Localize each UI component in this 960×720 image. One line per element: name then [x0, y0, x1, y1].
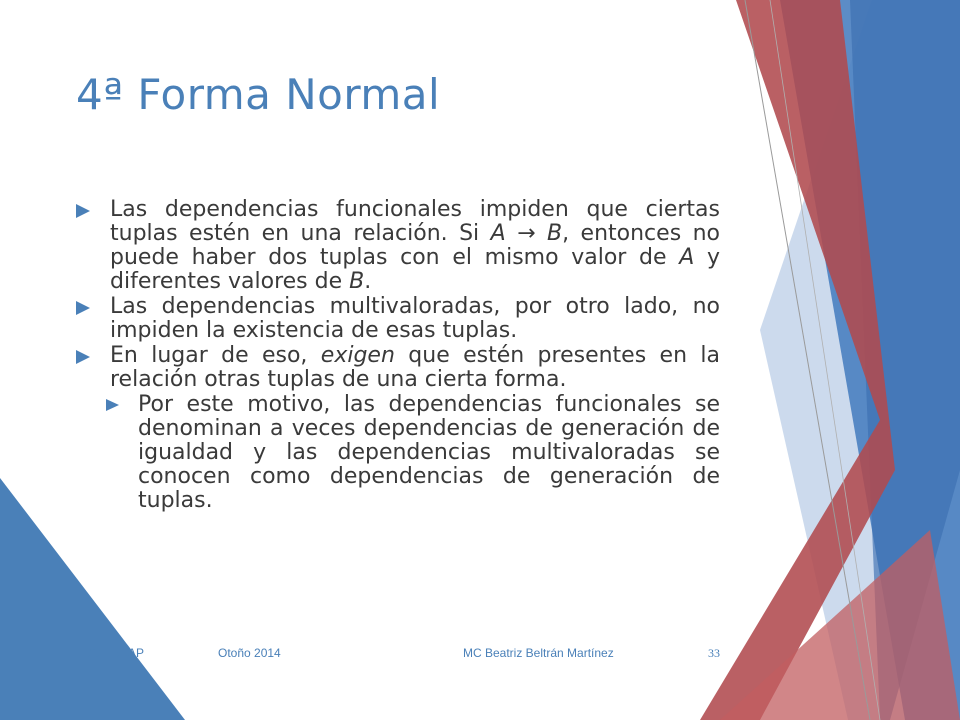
bullet-text-segment: Las dependencias multivaloradas, por otro lado, no impiden la existencia de esas tuplas.: [110, 294, 720, 343]
left-blue-wedge: [0, 478, 185, 720]
bullet-item: [76, 295, 720, 343]
bullet-arrow-icon: [106, 399, 119, 411]
bullet-text-segment: B: [349, 269, 365, 294]
footer-author: MC Beatriz Beltrán Martínez: [463, 646, 614, 660]
bullet-text-segment: En lugar de eso,: [110, 343, 321, 368]
footer-institution: FCC - BUAP: [76, 646, 145, 660]
bullet-item: [76, 344, 720, 392]
sub-bullet-list: [76, 393, 720, 513]
bullet-text-segment: Las dependencias funcionales impiden que ciertas tuplas estén en una relación. Si: [110, 197, 720, 246]
bullet-text-segment: →: [505, 221, 548, 246]
bullet-arrow-icon: [76, 350, 90, 364]
footer-term: Otoño 2014: [218, 646, 281, 660]
page-number: 33: [708, 646, 720, 660]
bullet-text-segment: A: [679, 245, 695, 270]
bullet-text-segment: exigen: [320, 343, 395, 368]
bullet-text-segment: y diferentes valores de: [110, 245, 720, 294]
bullet-text-segment: que estén presentes en la relación otras tuplas de una cierta forma.: [110, 343, 720, 392]
bullet-text-segment: , entonces no puede haber dos tuplas con el mismo valor de: [110, 221, 721, 270]
bullet-text-segment: A: [490, 221, 506, 246]
bullet-item: [76, 198, 720, 294]
bullet-list: [76, 198, 720, 392]
bullet-arrow-icon: [76, 301, 90, 315]
bullet-text-segment: B: [547, 221, 563, 246]
bullet-arrow-icon: [76, 204, 90, 218]
bullet-text-segment: .: [364, 269, 372, 294]
bullet-text-segment: Por este motivo, las dependencias funcionales se denominan a veces dependencias de generación de igualdad y las dependencias multivaloradas se conocen como dependencias de generación de tuplas.: [138, 392, 720, 513]
slide-title: 4ª Forma Normal: [76, 70, 441, 119]
slide-content: [76, 198, 720, 514]
sub-bullet-item: [106, 393, 720, 513]
